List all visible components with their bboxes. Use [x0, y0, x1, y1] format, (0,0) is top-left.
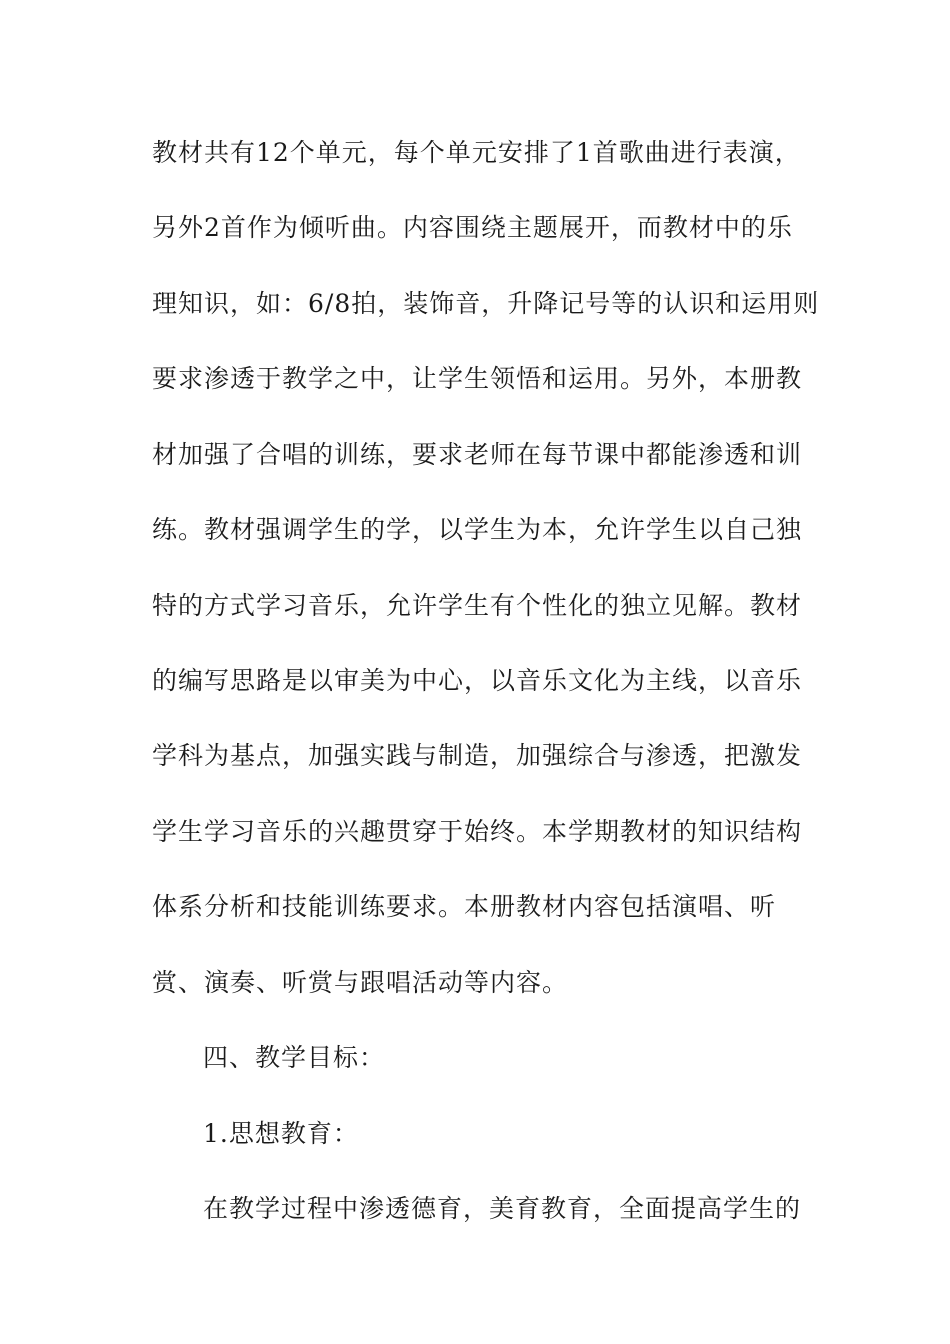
- paragraph-line: 特的方式学习音乐，允许学生有个性化的独立见解。教材: [152, 591, 803, 620]
- paragraph-line: 学生学习音乐的兴趣贯穿于始终。本学期教材的知识结构: [152, 817, 803, 846]
- section-heading: 四、教学目标：: [203, 1043, 386, 1072]
- paragraph-line: 另外2首作为倾听曲。内容围绕主题展开，而教材中的乐: [152, 213, 793, 242]
- paragraph-line: 体系分析和技能训练要求。本册教材内容包括演唱、听: [152, 892, 777, 921]
- paragraph-line: 理知识，如：6/8拍，装饰音，升降记号等的认识和运用则: [152, 289, 820, 318]
- paragraph-line: 在教学过程中渗透德育，美育教育，全面提高学生的: [203, 1194, 802, 1223]
- paragraph-line: 材加强了合唱的训练，要求老师在每节课中都能渗透和训: [152, 440, 803, 469]
- paragraph-line: 的编写思路是以审美为中心，以音乐文化为主线，以音乐: [152, 666, 803, 695]
- paragraph-line: 教材共有12个单元，每个单元安排了1首歌曲进行表演，: [152, 138, 801, 167]
- paragraph-line: 练。教材强调学生的学，以学生为本，允许学生以自己独: [152, 515, 803, 544]
- paragraph-line: 要求渗透于教学之中，让学生领悟和运用。另外，本册教: [152, 364, 803, 393]
- subsection-heading: 1.思想教育：: [203, 1119, 359, 1148]
- paragraph-line: 学科为基点，加强实践与制造，加强综合与渗透，把激发: [152, 741, 803, 770]
- paragraph-line: 赏、演奏、听赏与跟唱活动等内容。: [152, 968, 569, 997]
